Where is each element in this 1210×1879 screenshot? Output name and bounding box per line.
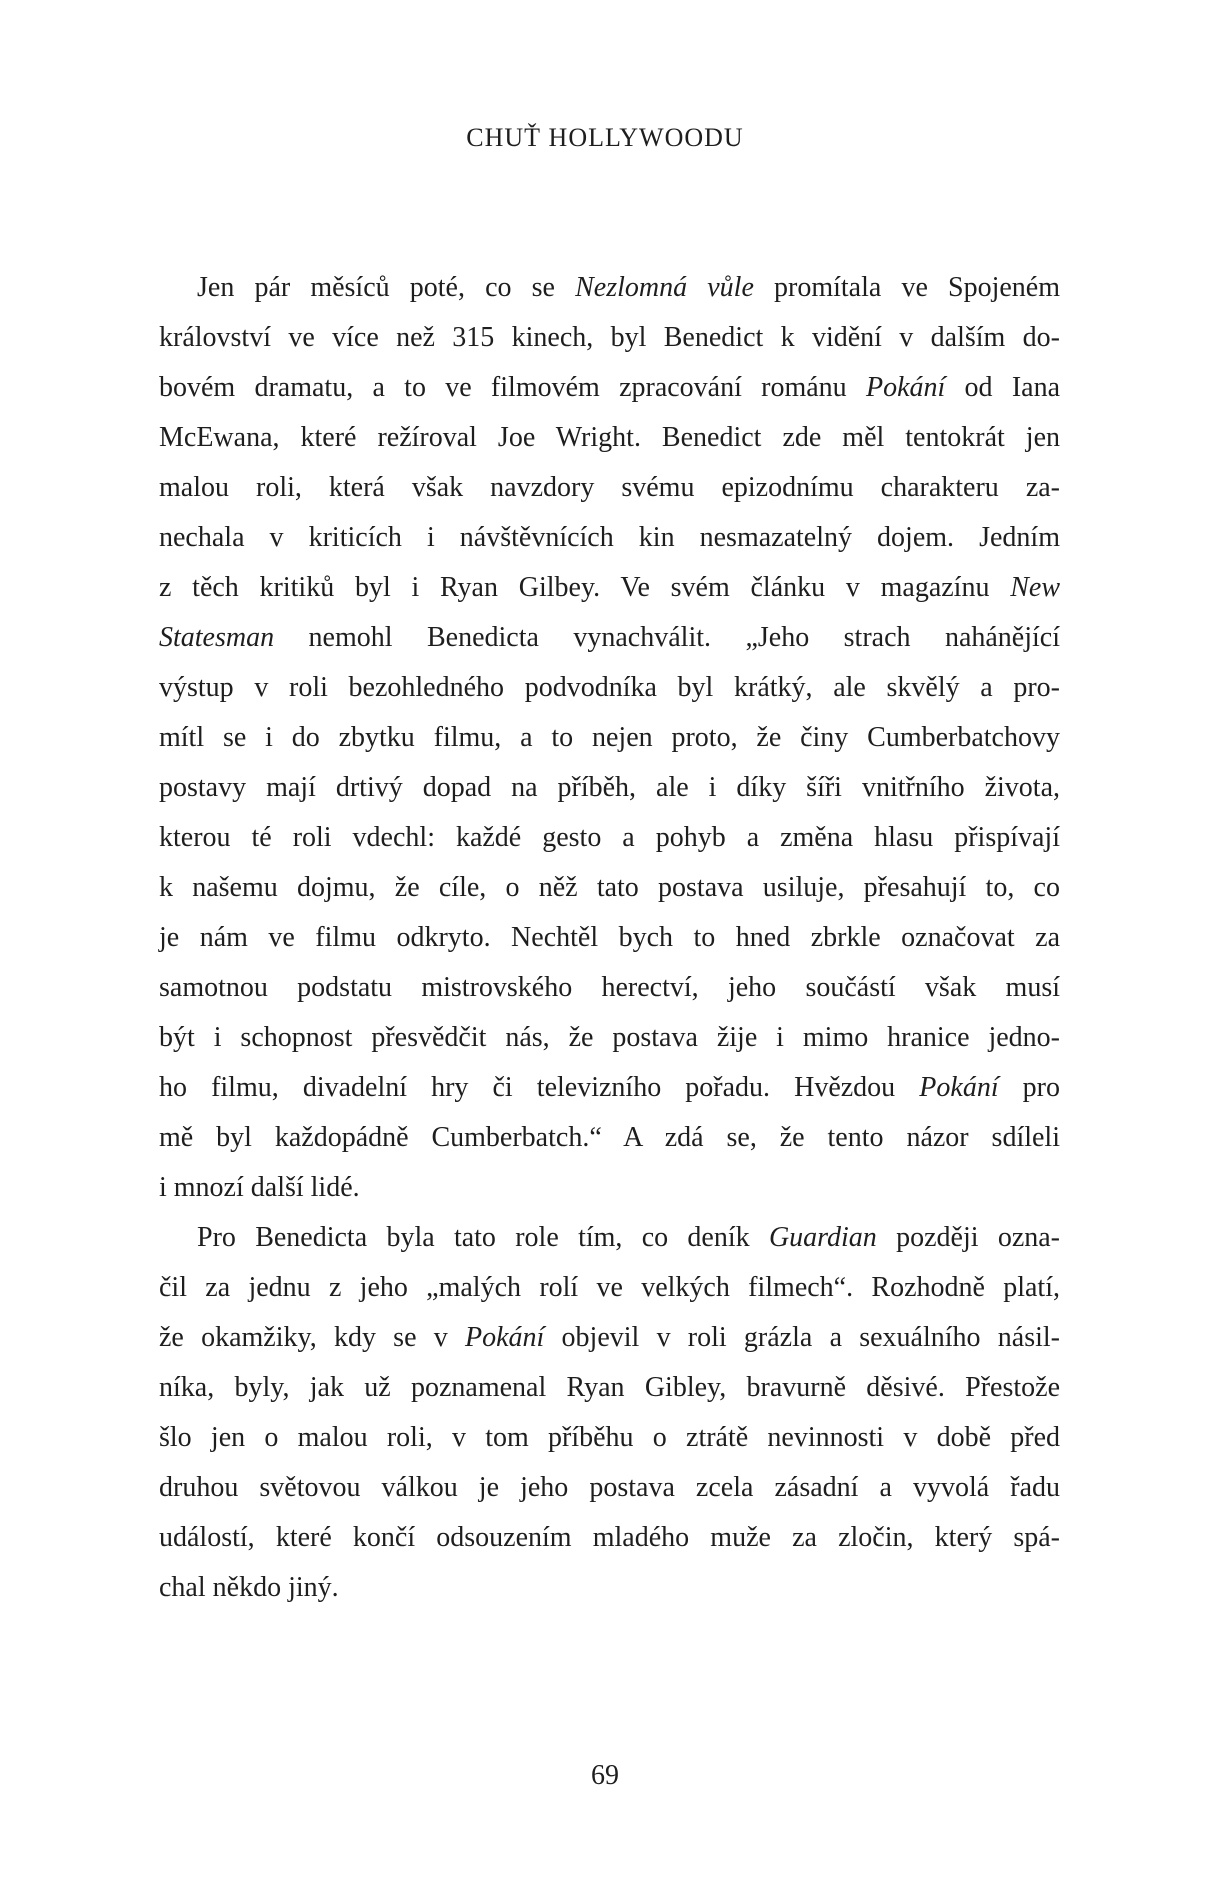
text-line: [159, 463, 1060, 513]
text-line: [159, 1463, 1060, 1513]
plain-text: od Iana: [945, 372, 1061, 403]
text-line: [159, 1413, 1060, 1463]
plain-text: chal někdo jiný.: [159, 1572, 339, 1603]
text-line: [159, 363, 1060, 413]
plain-text: níka, byly, jak už poznamenal Ryan Gibley, bravurně děsivé. Přestože: [159, 1372, 1060, 1403]
plain-text: je nám ve filmu odkryto. Nechtěl bych to hned zbrkle označovat za: [159, 922, 1060, 953]
text-line: [159, 963, 1060, 1013]
italic-text: Statesman: [159, 622, 275, 653]
italic-text: Pokání: [465, 1322, 545, 1353]
text-line: [159, 713, 1060, 763]
plain-text: království ve více než 315 kinech, byl Benedict k vidění v dalším do-: [159, 322, 1060, 353]
plain-text: nechala v kriticích i návštěvnících kin nesmazatelný dojem. Jedním: [159, 522, 1060, 553]
text-line: [159, 1163, 1060, 1213]
paragraph: [159, 263, 1060, 1213]
text-line: [159, 1013, 1060, 1063]
text-line: [159, 563, 1060, 613]
plain-text: druhou světovou válkou je jeho postava zcela zásadní a vyvolá řadu: [159, 1472, 1060, 1503]
plain-text: samotnou podstatu mistrovského herectví, jeho součástí však musí: [159, 972, 1060, 1003]
plain-text: že okamžiky, kdy se v: [159, 1322, 465, 1353]
plain-text: šlo jen o malou roli, v tom příběhu o ztrátě nevinnosti v době před: [159, 1422, 1060, 1453]
text-line: [159, 763, 1060, 813]
plain-text: promítala ve Spojeném: [753, 272, 1060, 303]
plain-text: k našemu dojmu, že cíle, o něž tato postava usiluje, přesahují to, co: [159, 872, 1060, 903]
plain-text: událostí, které končí odsouzením mladého muže za zločin, který spá-: [159, 1522, 1060, 1553]
plain-text: být i schopnost přesvědčit nás, že postava žije i mimo hranice jedno-: [159, 1022, 1060, 1053]
running-head: CHUŤ HOLLYWOODU: [466, 123, 744, 152]
text-line: [159, 1313, 1060, 1363]
paragraph: [159, 1213, 1060, 1613]
page-number: 69: [591, 1760, 619, 1791]
plain-text: i mnozí další lidé.: [159, 1172, 360, 1203]
plain-text: pro: [998, 1072, 1060, 1103]
plain-text: objevil v roli grázla a sexuálního násil-: [544, 1322, 1060, 1353]
plain-text: mě byl každopádně Cumberbatch.“ A zdá se, že tento názor sdíleli: [159, 1122, 1060, 1153]
plain-text: bovém dramatu, a to ve filmovém zpracování románu: [159, 372, 866, 403]
italic-text: Pokání: [865, 372, 946, 403]
text-line: [159, 513, 1060, 563]
text-line: [159, 313, 1060, 363]
italic-text: Pokání: [919, 1072, 999, 1103]
text-line: [159, 1563, 1060, 1613]
text-line: [159, 613, 1060, 663]
plain-text: později ozna-: [876, 1222, 1061, 1253]
italic-text: Guardian: [768, 1222, 877, 1253]
text-line: [159, 1363, 1060, 1413]
text-line: [159, 1513, 1060, 1563]
text-block: [159, 263, 1060, 1613]
text-line: [159, 1213, 1060, 1263]
plain-text: nemohl Benedicta vynachválit. „Jeho strach nahánějící: [274, 622, 1060, 653]
text-line: [159, 263, 1060, 313]
text-line: [159, 1113, 1060, 1163]
plain-text: Pro Benedicta byla tato role tím, co deník: [197, 1222, 769, 1253]
text-line: [159, 813, 1060, 863]
text-line: [159, 913, 1060, 963]
italic-text: Nezlomná vůle: [575, 272, 754, 303]
text-line: [159, 413, 1060, 463]
text-line: [159, 663, 1060, 713]
plain-text: malou roli, která však navzdory svému epizodnímu charakteru za-: [159, 472, 1060, 503]
plain-text: postavy mají drtivý dopad na příběh, ale i díky šíři vnitřního života,: [159, 772, 1060, 803]
plain-text: kterou té roli vdechl: každé gesto a pohyb a změna hlasu přispívají: [159, 822, 1060, 853]
plain-text: z těch kritiků byl i Ryan Gilbey. Ve svém článku v magazínu: [159, 572, 1011, 603]
plain-text: čil za jednu z jeho „malých rolí ve velkých filmech“. Rozhodně platí,: [159, 1272, 1060, 1303]
text-line: [159, 1263, 1060, 1313]
text-line: [159, 1063, 1060, 1113]
plain-text: Jen pár měsíců poté, co se: [197, 272, 576, 303]
italic-text: New: [1010, 572, 1060, 603]
plain-text: McEwana, které režíroval Joe Wright. Benedict zde měl tentokrát jen: [159, 422, 1060, 453]
plain-text: ho filmu, divadelní hry či televizního pořadu. Hvězdou: [159, 1072, 920, 1103]
plain-text: mítl se i do zbytku filmu, a to nejen proto, že činy Cumberbatchovy: [159, 722, 1060, 753]
text-line: [159, 863, 1060, 913]
plain-text: výstup v roli bezohledného podvodníka byl krátký, ale skvělý a pro-: [159, 672, 1060, 703]
